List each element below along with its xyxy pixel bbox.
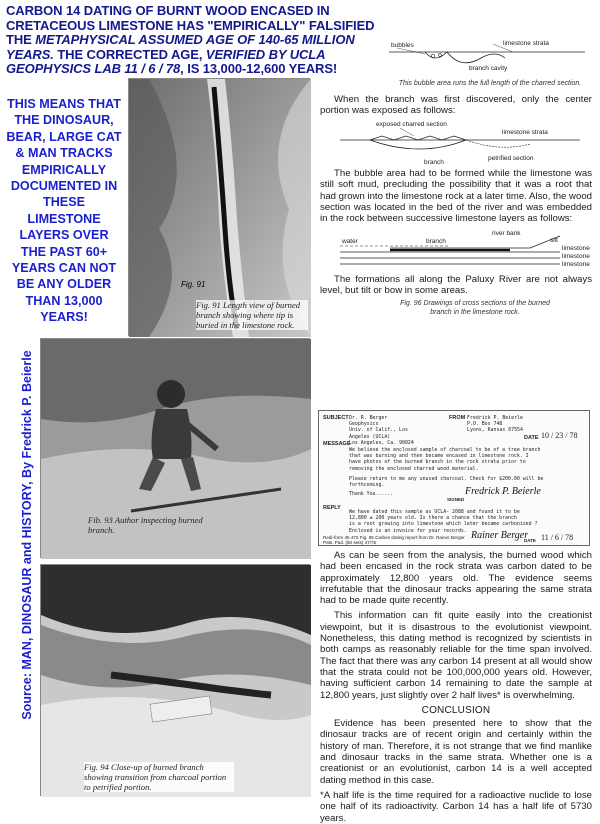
footnote: *A half life is the time required for a radioactive nuclide to lose one half of its radioactivity. Carbon 14 has a half life of 5730 years. [320,789,592,824]
carbon-dating-memo [318,410,590,546]
label-limestone-2: limestone [562,253,590,260]
paragraph-5: This information can fit quite easily into the creationist viewpoint, but it is disastrous to the evolutionist viewpoint. Nonetheless, this dating method is recognized by scientists in both camps as reasonably reliable for the time span involved. The fact that there was any carbon 14 present at all would show that the strata could not be 100,000,000 years old. However, having sufficient carbon 14 remaining to date the sample at 12,800 years, just slightly over 2 half lives* is overwhelming. [320,610,592,701]
paragraph-4: As can be seen from the analysis, the burned wood which had been encased in the rock strata was carbon dated to be approximately 12,800 years old. The evidence seems irrefutable that the dinosaur tracks appearing the same strata had to be made quite recently. [320,550,592,607]
conclusion-heading: CONCLUSION [421,704,491,716]
memo-message-line: We believe the enclosed sample of charcoal to be of a tree branch [349,447,541,453]
memo-message-line: Thank You...... [349,491,394,498]
memo-from-line: Fredrick P. Beierle [467,415,523,421]
paragraph-1: When the branch was first discovered, only the center portion was exposed as follows: [320,94,592,117]
diagram-river-strata [330,228,592,272]
caption-fig-91: Fig. 91 Length view of burned branch showing where tip is buried in the limestone rock. [196,300,308,330]
top-diagram-caption: This bubble area runs the full length of the charred section. [398,80,582,87]
memo-reply-line: We have dated this sample as UCLA- 2088 and found it to be [349,509,520,515]
memo-footer-note [323,535,473,545]
label-river-bank: river bank [492,230,521,237]
memo-from-address [467,415,547,434]
label-limestone-1: limestone [562,245,590,252]
memo-from-label: FROM [449,415,466,421]
headline-part-2: METAPHYSICAL ASSUMED AGE OF 140-65 MILLION YEARS. [6,32,355,62]
memo-to-line: Geophysics [349,421,379,428]
memo-message-line: removing the enclosed charred wood material. [349,465,479,472]
memo-message-line: forthcoming. [349,482,385,489]
memo-from-line: Lyons, Kansas 67554 [467,427,523,434]
memo-reply-label: REPLY [323,505,341,511]
label-silt: silt [550,237,558,244]
left-claim-text: THIS MEANS THAT THE DINOSAUR, BEAR, LARGE CAT & MAN TRACKS EMPIRICALLY DOCUMENTED IN THESE LIMESTONE LAYERS OVER THE PAST 60+ YEARS CAN NOT BE ANY OLDER THAN 13,000 YEARS! [6,97,122,325]
label-branch-bottom: branch [426,238,446,245]
label-exposed-charred: exposed charred section [376,121,447,128]
memo-message-line: that was burning and then became encased in limestone rock. I [349,453,529,460]
label-branch-mid: branch [424,159,444,166]
caption-fig-94: Fig. 94 Close-up of burned branch showing transition from charcoal portion to petrified portion. [84,762,234,792]
memo-signed-label: SIGNED [447,497,465,502]
memo-reply-line: Enclosed is an invoice for your records. [349,527,467,534]
paragraph-2: The bubble area had to be formed while the limestone was still soft mud, precluding the possibility that it was a root that had grown into the limestone rock at a later time. Also, the wood section was located in the bed of the river and was embedded in the rock between successive limestone layers as follows: [320,168,592,225]
memo-to-line: Los Angeles, Ca. 90024 [349,439,414,446]
memo-reply-line: 12,800 ± 200 years old. Is there a chance that the branch [349,515,517,522]
memo-reply-line: is a root growing into limestone which later became carbonized ? [349,521,538,528]
memo-from-line: P.O. Box 748 [467,421,503,428]
source-credit: Source: MAN, DINOSAUR and HISTORY, By Fredrick P. Beierle [20,350,34,720]
memo-message-label: MESSAGE [323,441,351,447]
memo-footer-line: Redi-form 45 472 Fig. 95 Carbon dating report from Dr. Rainer Berger [323,535,465,540]
label-limestone-strata-top: limestone strata [503,40,549,47]
caption-fig-93: Fib. 93 Author inspecting burned branch. [88,515,203,535]
photo-fig-91 [128,78,310,336]
label-petrified-section: petrified section [488,155,534,162]
headline-part-1: CARBON 14 DATING OF BURNT WOOD ENCASED IN CRETACEOUS LIMESTONE HAS "EMPIRICALLY" FALSIFIED THE [6,3,375,47]
headline-part-5: , IS 13,000-12,600 YEARS! [180,61,338,76]
memo-footer-small: Pats. Pad. (50 sets) 47/75 [323,540,377,545]
memo-date-label-2: DATE [524,538,536,543]
headline-part-4: VERIFIED BY UCLA GEOPHYSICS LAB 11 / 6 / 78 [6,46,325,76]
memo-message-line: have photos of the burned branch in the rock strata prior to [349,459,526,466]
memo-to-line: Dr. R. Berger [349,415,388,421]
lower-text-column [320,550,592,824]
memo-reply-body [349,509,585,534]
memo-date-1: 10 / 23 / 78 [541,431,578,440]
memo-signature-beierle: Fredrick P. Beierle [465,486,541,497]
fig91-label-ref: Fig. 91 [181,280,206,289]
label-limestone-strata-mid: limestone strata [502,129,548,136]
headline-part-3: THE CORRECTED AGE, [53,46,206,62]
memo-to-address [349,415,429,446]
paragraph-3: The formations all along the Paluxy River are not always level, but tilt or bow in some areas. [320,274,592,297]
paragraph-6: Evidence has been presented here to show that the dinosaur tracks are of recent origin and certainly within the history of man. Therefore, it is not strange that we find manlike and dinosaur tracks in the same strata. Whether one is a creationist or an evolutionist, carbon 14 is a well accepted dating method in this case. [320,718,592,786]
memo-date-label-1: DATE [524,435,539,441]
page-headline [6,4,378,77]
label-water: water [342,238,358,245]
label-limestone-3: limestone [562,261,590,268]
fig-96-caption: Fig. 96 Drawings of cross sections of the burned branch in the limestone rock. [400,300,550,316]
label-branch-cavity: branch cavity [469,65,508,72]
memo-signature-berger: Rainer Berger [471,530,529,541]
memo-date-2: 11 / 6 / 78 [541,533,574,542]
memo-message-line: Please return to me any unused charcoal. Check for $200.00 will be [349,475,544,482]
memo-to-line: Univ. of Calif., Los Angeles (UCLA) [349,427,408,440]
diagram-exposed-section [330,118,592,168]
diagram-bubble-cross-section [385,36,595,80]
memo-subject-label: SUBJECT [323,415,349,421]
label-bubbles: bubbles [391,42,414,49]
